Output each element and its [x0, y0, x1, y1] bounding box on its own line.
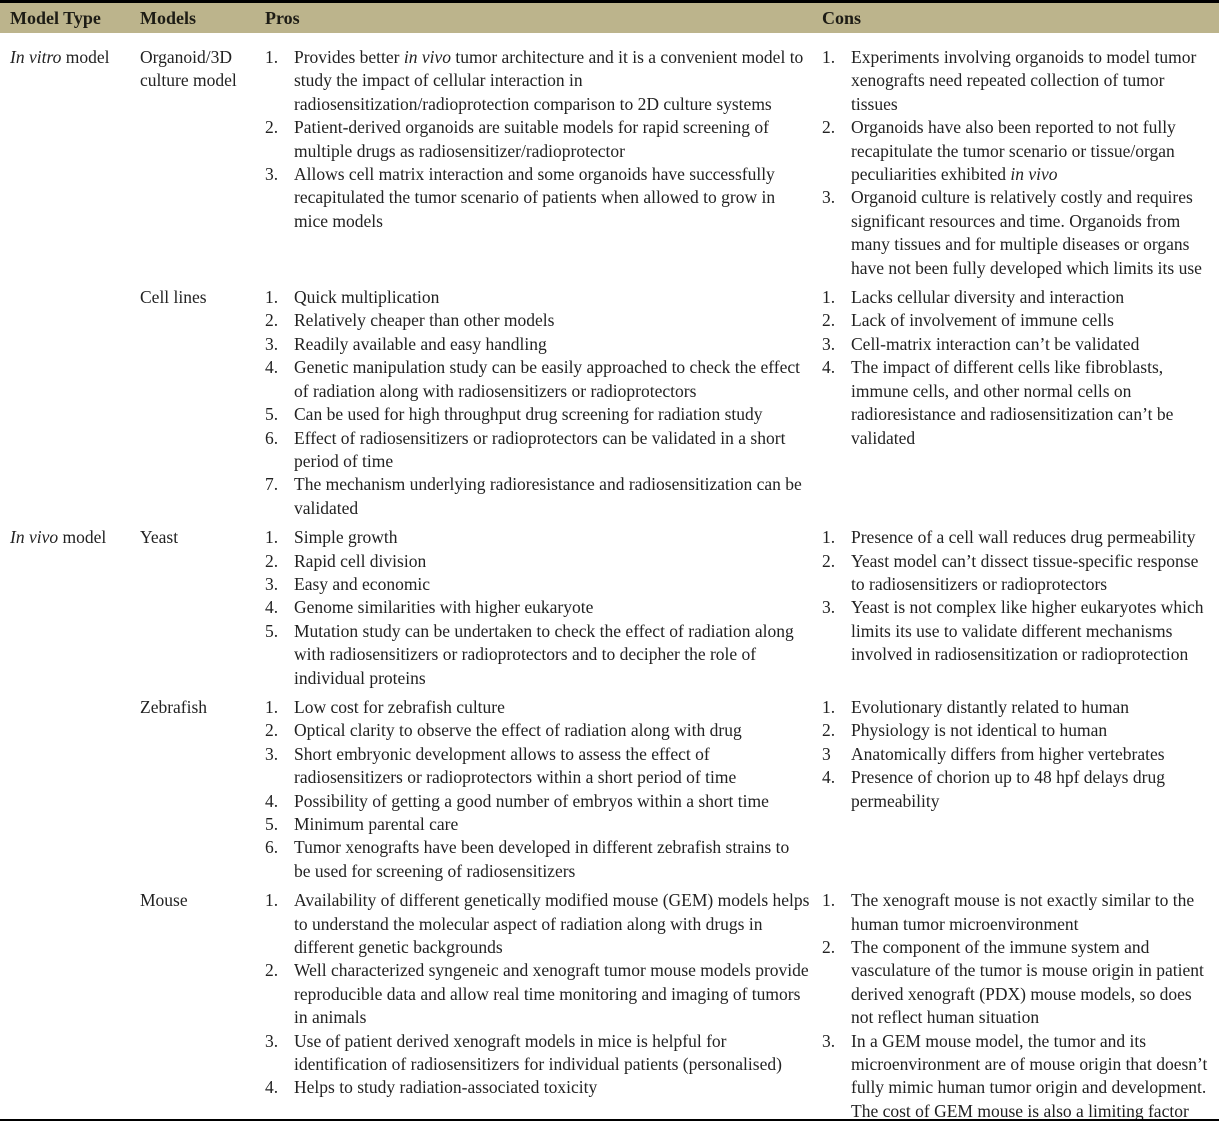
cons-cell	[822, 526, 1219, 690]
model-name-cell: Organoid/3D culture model	[140, 47, 237, 91]
item-text: Physiology is not identical to human	[851, 720, 1108, 741]
list-item	[265, 356, 810, 403]
item-text: Low cost for zebrafish culture	[294, 696, 505, 717]
model-type-cell	[10, 286, 140, 520]
item-number: 7.	[265, 474, 279, 495]
cons-cell	[822, 696, 1219, 883]
table-row	[0, 889, 1219, 1123]
header-model-type: Model Type	[10, 8, 101, 28]
list-item	[822, 46, 1211, 116]
item-number: 1.	[822, 527, 836, 548]
table-body	[0, 33, 1219, 1123]
item-text: Experiments involving organoids to model tumor xenografts need repeated collection of tumor tissues	[851, 47, 1197, 114]
model-name-cell: Zebrafish	[140, 696, 208, 717]
item-number: 2.	[822, 550, 836, 571]
item-number: 5.	[265, 620, 279, 641]
list-item	[265, 719, 810, 742]
list-item	[265, 427, 810, 474]
item-text: In a GEM mouse model, the tumor and its microenvironment are of mouse origin that doesn’t fully mimic human tumor origin and development. The cost of GEM mouse is also a limiting factor	[851, 1030, 1208, 1121]
item-number: 1.	[265, 527, 279, 548]
item-number: 1.	[822, 890, 836, 911]
item-text: Simple growth	[294, 527, 398, 548]
list-item	[822, 719, 1211, 742]
item-text: Anatomically differs from higher vertebrates	[851, 743, 1165, 764]
cons-cell	[822, 889, 1219, 1123]
item-number: 2.	[265, 960, 279, 981]
item-number: 2.	[822, 720, 836, 741]
list-item	[822, 286, 1211, 309]
list-item	[265, 309, 810, 332]
pros-cell	[265, 46, 822, 280]
italic-text: In vivo	[10, 527, 59, 548]
list-item	[265, 813, 810, 836]
item-number: 1.	[265, 890, 279, 911]
item-number: 1.	[822, 47, 836, 67]
cons-cell	[822, 46, 1219, 280]
item-number: 3.	[822, 187, 836, 208]
list-item	[265, 573, 810, 596]
list-item	[265, 596, 810, 619]
list-item	[265, 1030, 810, 1077]
list-item	[822, 186, 1211, 280]
list-item	[265, 790, 810, 813]
item-number: 4.	[822, 767, 836, 788]
item-text: Rapid cell division	[294, 550, 427, 571]
model-name-cell: Cell lines	[140, 287, 207, 308]
list-item	[822, 889, 1211, 936]
item-number: 4.	[265, 790, 279, 811]
item-number: 3.	[265, 333, 279, 354]
item-text: Presence of chorion up to 48 hpf delays drug permeability	[851, 767, 1165, 811]
table-row	[0, 286, 1219, 520]
item-text: Organoid culture is relatively costly and requires significant resources and time. Organoids from many tissues and for multiple diseases or organs have not been fully developed which limits its use	[851, 187, 1202, 278]
table-bottom-border	[0, 1119, 1219, 1121]
item-text: Tumor xenografts have been developed in different zebrafish strains to be used for screening of radiosensitizers	[294, 837, 790, 881]
item-text: Allows cell matrix interaction and some organoids have successfully recapitulated the tumor scenario of patients when allowed to grow in mice models	[294, 164, 776, 231]
item-text: The xenograft mouse is not exactly similar to the human tumor microenvironment	[851, 890, 1195, 934]
item-text: Lack of involvement of immune cells	[851, 310, 1114, 331]
item-text: Quick multiplication	[294, 287, 440, 308]
list-item	[822, 550, 1211, 597]
item-text: Genetic manipulation study can be easily approached to check the effect of radiation along with radiosensitizers or radioprotectors	[294, 357, 800, 401]
italic-text: in vivo	[403, 47, 451, 67]
italic-text: In vitro	[10, 47, 62, 67]
item-number: 1.	[822, 696, 836, 717]
list-item	[822, 116, 1211, 186]
list-item	[265, 836, 810, 883]
item-text: Lacks cellular diversity and interaction	[851, 287, 1125, 308]
item-number: 6.	[265, 427, 279, 448]
item-number: 1.	[822, 287, 836, 308]
list-item	[265, 620, 810, 690]
list-item	[822, 936, 1211, 1030]
list-item	[265, 163, 810, 233]
item-number: 3.	[265, 164, 279, 185]
header-cons: Cons	[822, 8, 862, 28]
item-number: 4.	[265, 1077, 279, 1098]
item-text: Readily available and easy handling	[294, 333, 547, 354]
item-number: 3.	[265, 573, 279, 594]
item-number: 3.	[265, 743, 279, 764]
model-type-cell	[10, 696, 140, 883]
list-item	[822, 1030, 1211, 1124]
list-item	[265, 889, 810, 959]
list-item	[822, 596, 1211, 666]
list-item	[822, 333, 1211, 356]
item-text: Provides better in vivo tumor architecture and it is a convenient model to study the impact of cellular interaction in radiosensitization/radioprotection comparison to 2D culture systems	[294, 47, 804, 114]
cons-cell	[822, 286, 1219, 520]
list-item	[265, 696, 810, 719]
list-item	[265, 333, 810, 356]
model-name-cell: Yeast	[140, 527, 179, 548]
item-number: 2.	[822, 937, 836, 958]
list-item	[265, 286, 810, 309]
item-number: 2.	[822, 117, 836, 138]
item-number: 2.	[265, 310, 279, 331]
item-number: 2.	[265, 117, 279, 138]
list-item	[265, 116, 810, 163]
item-number: 5.	[265, 814, 279, 834]
item-number: 2.	[265, 720, 279, 741]
item-number: 3.	[822, 1030, 836, 1051]
list-item	[822, 766, 1211, 813]
item-text: Yeast is not complex like higher eukaryotes which limits its use to validate different mechanisms involved in radiosensitization or radioprotection	[851, 597, 1204, 665]
item-text: The impact of different cells like fibroblasts, immune cells, and other normal cells on radioresistance and radiosensitization can’t be validated	[851, 357, 1174, 448]
item-number: 3.	[822, 597, 836, 618]
list-item	[265, 403, 810, 426]
item-text: Evolutionary distantly related to human	[851, 696, 1129, 717]
item-text: Effect of radiosensitizers or radioprotectors can be validated in a short period of time	[294, 427, 786, 471]
item-number: 1.	[265, 47, 279, 67]
list-item	[265, 959, 810, 1029]
pros-cell	[265, 889, 822, 1123]
item-number: 4.	[265, 597, 279, 618]
item-text: Use of patient derived xenograft models in mice is helpful for identification of radiosensitizers for individual patients (personalised)	[294, 1030, 782, 1075]
item-number: 3	[822, 743, 831, 764]
model-type-cell: In vitro model	[10, 47, 110, 67]
item-text: The component of the immune system and vasculature of the tumor is mouse origin in patient derived xenograft (PDX) mouse models, so does not reflect human situation	[851, 937, 1204, 1028]
item-number: 3.	[265, 1030, 279, 1051]
list-item	[265, 473, 810, 520]
pros-cell	[265, 286, 822, 520]
item-text: Minimum parental care	[294, 814, 459, 834]
item-number: 6.	[265, 837, 279, 858]
item-number: 4.	[822, 357, 836, 378]
header-models: Models	[140, 8, 196, 28]
pros-cell	[265, 696, 822, 883]
item-text: Mutation study can be undertaken to check the effect of radiation along with radiosensitizers or radioprotectors and to decipher the role of individual proteins	[294, 620, 794, 688]
list-item	[265, 550, 810, 573]
item-text: Optical clarity to observe the effect of radiation along with drug	[294, 720, 742, 741]
item-text: Short embryonic development allows to assess the effect of radiosensitizers or radioprotectors within a short period of time	[294, 743, 737, 788]
model-type-cell	[10, 889, 140, 1123]
list-item	[265, 46, 810, 116]
pros-cell	[265, 526, 822, 690]
item-text: Relatively cheaper than other models	[294, 310, 555, 331]
model-name-cell: Mouse	[140, 890, 188, 911]
table-header-row	[0, 0, 1219, 33]
item-text: Helps to study radiation-associated toxicity	[294, 1077, 598, 1098]
item-text: Well characterized syngeneic and xenograft tumor mouse models provide reproducible data and allow real time monitoring and imaging of tumors in animals	[294, 960, 809, 1028]
item-number: 1.	[265, 696, 279, 717]
item-text: Possibility of getting a good number of embryos within a short time	[294, 790, 769, 811]
item-number: 4.	[265, 357, 279, 378]
item-text: Yeast model can’t dissect tissue-specific response to radiosensitizers or radioprotectors	[851, 550, 1199, 594]
list-item	[265, 526, 810, 549]
item-text: Easy and economic	[294, 573, 431, 594]
item-number: 1.	[265, 287, 279, 308]
italic-text: in vivo	[1010, 164, 1058, 185]
item-text: Presence of a cell wall reduces drug permeability	[851, 527, 1196, 548]
item-number: 3.	[822, 333, 836, 354]
header-pros: Pros	[265, 8, 300, 28]
model-type-cell: In vivo model	[10, 527, 107, 548]
item-number: 5.	[265, 404, 279, 425]
list-item	[822, 356, 1211, 450]
item-number: 2.	[822, 310, 836, 331]
item-text: Cell-matrix interaction can’t be validated	[851, 333, 1140, 354]
list-item	[822, 743, 1211, 766]
list-item	[822, 309, 1211, 332]
item-text: Organoids have also been reported to not fully recapitulate the tumor scenario or tissue/organ peculiarities exhibited in vivo	[851, 117, 1176, 185]
item-text: Can be used for high throughput drug screening for radiation study	[294, 404, 763, 425]
table-row	[0, 526, 1219, 690]
table-row	[0, 46, 1219, 280]
item-text: Availability of different genetically modified mouse (GEM) models helps to understand the molecular aspect of radiation along with drugs in different genetic backgrounds	[294, 890, 810, 958]
list-item	[265, 743, 810, 790]
item-text: The mechanism underlying radioresistance and radiosensitization can be validated	[294, 474, 802, 518]
table-row	[0, 696, 1219, 883]
item-text: Genome similarities with higher eukaryote	[294, 597, 594, 618]
list-item	[265, 1076, 810, 1099]
list-item	[822, 526, 1211, 549]
list-item	[822, 696, 1211, 719]
item-text: Patient-derived organoids are suitable models for rapid screening of multiple drugs as radiosensitizer/radioprotector	[294, 117, 769, 161]
item-number: 2.	[265, 550, 279, 571]
